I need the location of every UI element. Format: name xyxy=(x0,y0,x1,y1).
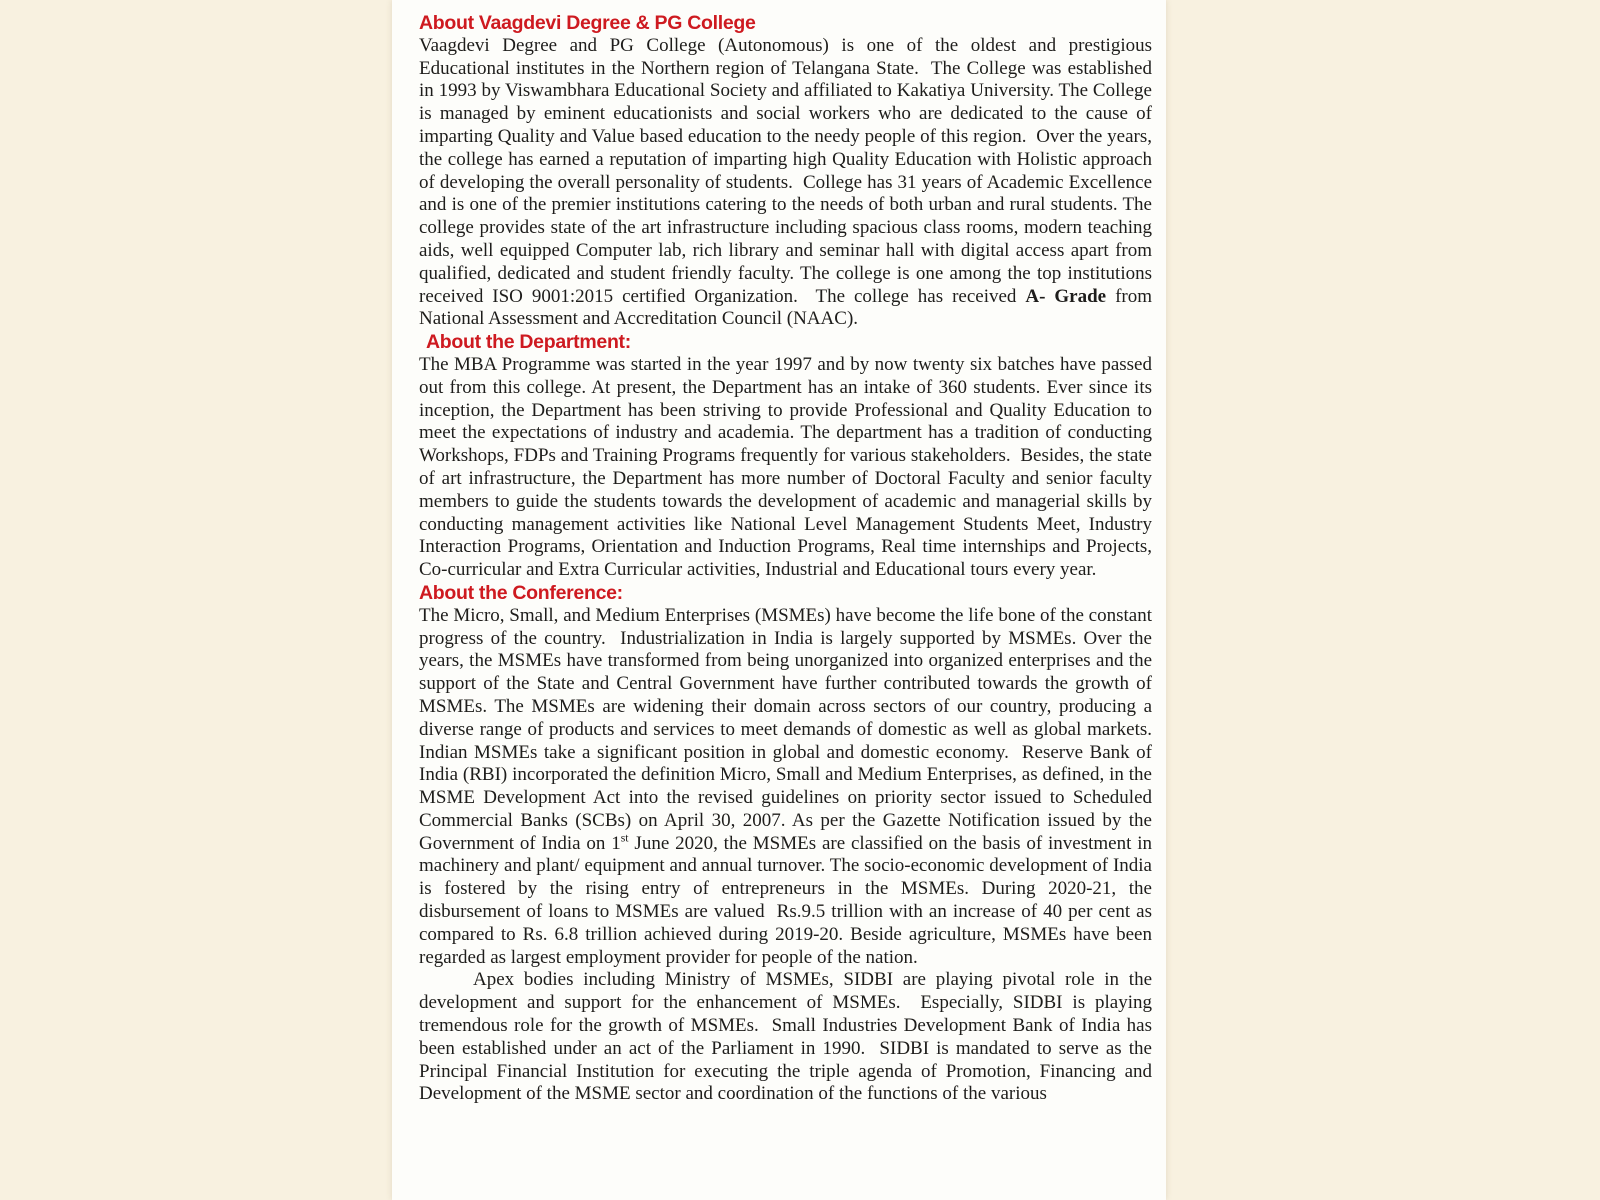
section-heading: About Vaagdevi Degree & PG College xyxy=(419,12,756,34)
body-paragraph xyxy=(419,969,1157,1106)
superscript-run: st xyxy=(620,831,629,845)
bold-text-run: A- Grade xyxy=(1025,285,1107,307)
document-page xyxy=(392,0,1166,1200)
text-run: Apex bodies including Ministry of MSMEs, SIDBI are playing pivotal role in the development and support for the enhancement of MSMEs. Especially, SIDBI is playing tremendous role for the growth of MSMEs. Small Industries Development Bank of India has been established under an act of the Parliament in 1990. SIDBI is mandated to serve as the Principal Financial Institution for executing the triple agenda of Promotion, Financing and Development of the MSME sector and coordination of the functions of the various xyxy=(419,969,1157,1105)
text-run: The Micro, Small, and Medium Enterprises (MSMEs) have become the life bone of the constant progress of the country. Industrialization in India is largely supported by MSMEs. Over the years, the MSMEs have transformed from being unorganized into organized enterprises and the support of the State and Central Government have further contributed towards the growth of MSMEs. The MSMEs are widening their domain across sectors of our country, producing a diverse range of products and services to meet demands of domestic as well as global markets. Indian MSMEs take a significant position in global and domestic economy. Reserve Bank of India (RBI) incorporated the definition Micro, Small and Medium Enterprises, as defined, in the MSME Development Act into the revised guidelines on priority sector issued to Scheduled Commercial Banks (SCBs) on April 30, 2007. As per the Gazette Notification issued by the Government of India on 1 xyxy=(419,604,1157,854)
document-body xyxy=(419,12,1157,1106)
text-run: from National Assessment and Accreditation Council (NAAC). xyxy=(419,285,1157,330)
section-heading: About the Department: xyxy=(426,331,631,354)
body-paragraph xyxy=(419,34,1157,331)
section-heading: About the Conference: xyxy=(419,581,623,604)
text-run: The MBA Programme was started in the year 1997 and by now twenty six batches have passed out from this college. At present, the Department has an intake of 360 students. Ever since its inception, the Department has been striving to provide Professional and Quality Education to meet the expectations of industry and academia. The department has a tradition of conducting Workshops, FDPs and Training Programs frequently for various stakeholders. Besides, the state of art infrastructure, the Department has more number of Doctoral Faculty and senior faculty members to guide the students towards the development of academic and managerial skills by conducting management activities like National Level Management Students Meet, Industry Interaction Programs, Orientation and Induction Programs, Real time internships and Projects, Co-curricular and Extra Curricular activities, Industrial and Educational tours every year. xyxy=(419,353,1157,581)
text-run: June 2020, the MSMEs are classified on the basis of investment in machinery and plant/ equipment and annual turnover. The socio-economic development of India is fostered by the rising entry of entrepreneurs in the MSMEs. During 2020-21, the disbursement of loans to MSMEs are valued Rs.9.5 trillion with an increase of 40 per cent as compared to Rs. 6.8 trillion achieved during 2019-20. Beside agriculture, MSMEs have been regarded as largest employment provider for people of the nation. xyxy=(419,832,1157,968)
text-run: Vaagdevi Degree and PG College (Autonomous) is one of the oldest and prestigious Educational institutes in the Northern region of Telangana State. The College was established in 1993 by Viswambhara Educational Society and affiliated to Kakatiya University. The College is managed by eminent educationists and social workers who are dedicated to the cause of imparting Quality and Value based education to the needy people of this region. Over the years, the college has earned a reputation of imparting high Quality Education with Holistic approach of developing the overall personality of students. College has 31 years of Academic Excellence and is one of the premier institutions catering to the needs of both urban and rural students. The college provides state of the art infrastructure including spacious class rooms, modern teaching aids, well equipped Computer lab, rich library and seminar hall with digital access apart from qualified, dedicated and student friendly faculty. The college is one among the top institutions received ISO 9001:2015 certified Organization. The college has received xyxy=(419,34,1157,307)
body-paragraph xyxy=(419,353,1157,582)
body-paragraph xyxy=(419,604,1157,970)
